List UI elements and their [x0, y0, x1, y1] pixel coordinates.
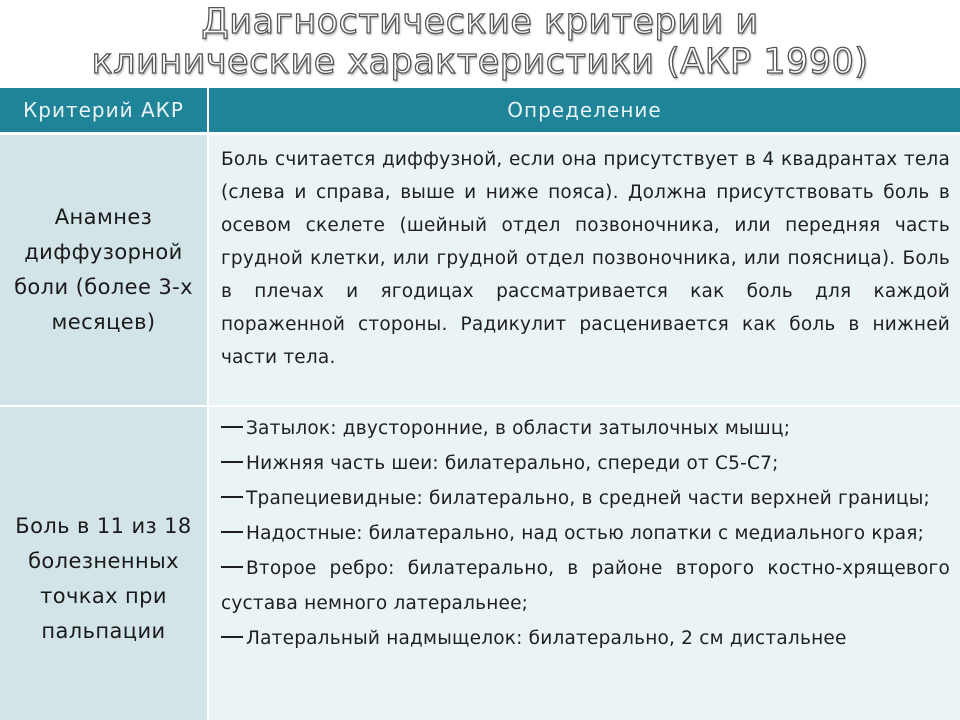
- tender-point-item: [221, 551, 950, 621]
- dash-bullet-icon: [221, 636, 243, 638]
- header-definition: Определение: [208, 88, 960, 134]
- definition-cell: [208, 134, 960, 407]
- tender-point-text: Трапециевидные: билатерально, в средней части верхней границы;: [246, 488, 930, 509]
- tender-point-text: Латеральный надмыщелок: билатерально, 2 см дистальнее: [246, 628, 847, 649]
- header-criterion: Критерий АКР: [0, 88, 208, 134]
- criterion-text: Боль в 11 из 18 болезненных точках при пальпации: [15, 514, 192, 643]
- title-line-1: Диагностические критерии и: [201, 2, 759, 42]
- criterion-cell: [0, 134, 208, 407]
- tender-point-text: Нижняя часть шеи: билатерально, спереди от C5-C7;: [246, 453, 779, 474]
- tender-point-item: [221, 446, 950, 481]
- tender-point-item: [221, 621, 950, 656]
- definition-cell: [208, 406, 960, 720]
- criteria-table: [0, 88, 960, 720]
- tender-point-item: [221, 516, 950, 551]
- slide-title: [0, 0, 960, 88]
- dash-bullet-icon: [221, 531, 243, 533]
- tender-point-text: Затылок: двусторонние, в области затылочных мышц;: [246, 418, 791, 439]
- table-header-row: [0, 88, 960, 134]
- tender-point-item: [221, 481, 950, 516]
- definition-text: Боль считается диффузной, если она присутствует в 4 квадрантах тела (слева и справа, выше и ниже пояса). Должна присутствовать боль в осевом скелете (шейный отдел позвоночника, или передняя часть грудной клетки, или грудной отдел позвоночника, или поясница). Боль в плечах и ягодицах рассматривается как боль для каждой пораженной стороны. Радикулит расценивается как боль в нижней части тела.: [221, 149, 950, 368]
- tender-point-text: Надостные: билатерально, над остью лопатки с медиального края;: [246, 523, 925, 544]
- tender-point-item: [221, 411, 950, 446]
- table-row: [0, 406, 960, 720]
- tender-point-text: Второе ребро: билатерально, в районе второго костно-хрящевого сустава немного латеральнее;: [221, 558, 950, 614]
- table-row: [0, 134, 960, 407]
- criterion-cell: [0, 406, 208, 720]
- title-line-2: клинические характеристики (АКР 1990): [91, 42, 869, 82]
- dash-bullet-icon: [221, 496, 243, 498]
- dash-bullet-icon: [221, 461, 243, 463]
- criterion-text: Анамнез диффузорной боли (более 3-х месяцев): [14, 205, 193, 334]
- dash-bullet-icon: [221, 426, 243, 428]
- dash-bullet-icon: [221, 566, 243, 568]
